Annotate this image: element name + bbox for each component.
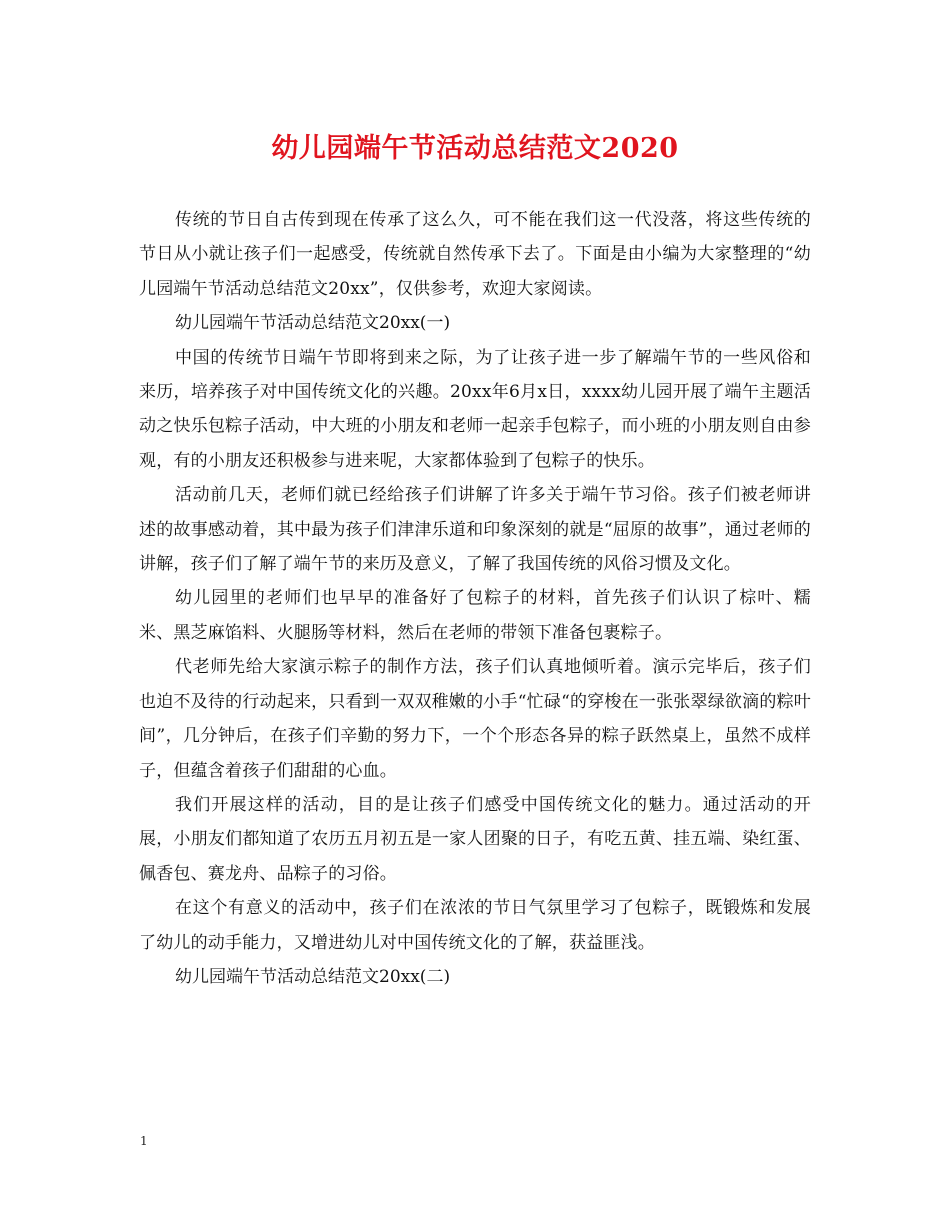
body-paragraph: 在这个有意义的活动中，孩子们在浓浓的节日气氛里学习了包粽子，既锻炼和发展了幼儿的动手能力，又增进幼儿对中国传统文化的了解，获益匪浅。	[139, 898, 811, 953]
section-heading-1: 幼儿园端午节活动总结范文20xx(一)	[175, 313, 451, 334]
body-paragraph: 幼儿园里的老师们也早早的准备好了包粽子的材料，首先孩子们认识了棕叶、糯米、黑芝麻馅料、火腿肠等材料，然后在老师的带领下准备包裹粽子。	[139, 588, 811, 643]
document-title: 幼儿园端午节活动总结范文2020	[271, 133, 679, 164]
body-paragraph: 我们开展这样的活动，目的是让孩子们感受中国传统文化的魅力。通过活动的开展，小朋友们都知道了农历五月初五是一家人团聚的日子，有吃五黄、挂五端、染红蛋、佩香包、赛龙舟、品粽子的习俗。	[139, 794, 811, 884]
section-heading-2: 幼儿园端午节活动总结范文20xx(二)	[175, 966, 451, 987]
body-paragraph: 代老师先给大家演示粽子的制作方法，孩子们认真地倾听着。演示完毕后，孩子们也迫不及待的行动起来，只看到一双双稚嫩的小手“忙碌“的穿梭在一张张翠绿欲滴的粽叶间”，几分钟后，在孩子们辛勤的努力下，一个个形态各异的粽子跃然桌上，虽然不成样子，但蕴含着孩子们甜甜的心血。	[139, 657, 811, 781]
intro-paragraph: 传统的节日自古传到现在传承了这么久，可不能在我们这一代没落，将这些传统的节日从小就让孩子们一起感受，传统就自然传承下去了。下面是由小编为大家整理的“幼儿园端午节活动总结范文20xx”，仅供参考，欢迎大家阅读。	[139, 210, 811, 299]
document-body	[139, 203, 811, 994]
body-paragraph: 活动前几天，老师们就已经给孩子们讲解了许多关于端午节习俗。孩子们被老师讲述的故事感动着，其中最为孩子们津津乐道和印象深刻的就是“屈原的故事”，通过老师的讲解，孩子们了解了端午节的来历及意义，了解了我国传统的风俗习惯及文化。	[139, 485, 811, 575]
body-paragraph: 中国的传统节日端午节即将到来之际，为了让孩子进一步了解端午节的一些风俗和来历，培养孩子对中国传统文化的兴趣。20xx年6月x日，xxxx幼儿园开展了端午主题活动之快乐包粽子活动，中大班的小朋友和老师一起亲手包粽子，而小班的小朋友则自由参观，有的小朋友还积极参与进来呢，大家都体验到了包粽子的快乐。	[139, 347, 811, 471]
page-number: 1	[140, 1134, 148, 1148]
